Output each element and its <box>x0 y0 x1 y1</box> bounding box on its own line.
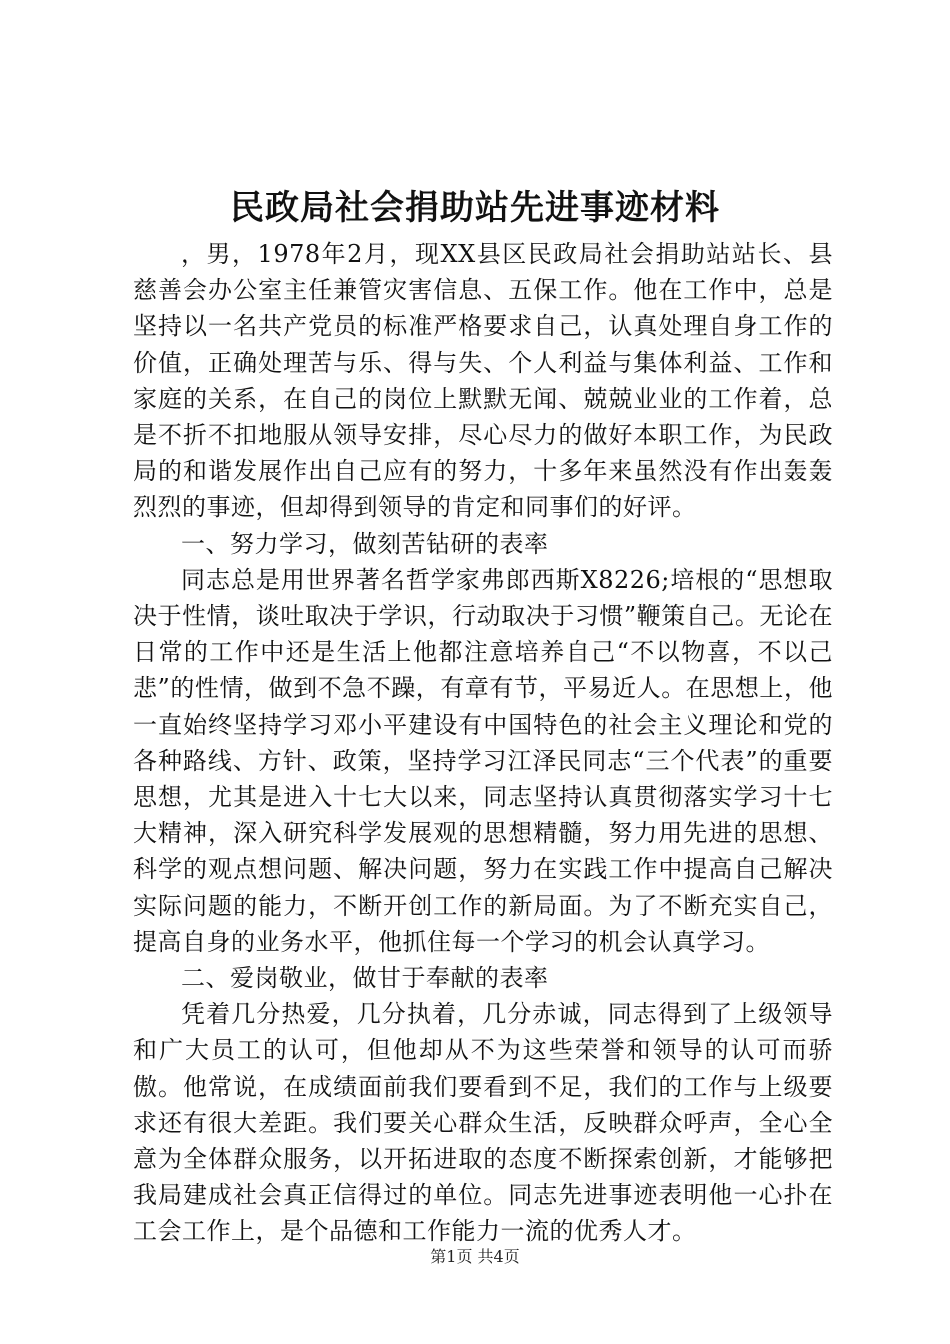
document-title: 民政局社会捐助站先进事迹材料 <box>230 188 720 228</box>
section-heading-dedication: 二、爱岗敬业，做甘于奉献的表率 <box>181 964 549 993</box>
body-paragraph-intro: ，男，1978年2月，现XX县区民政局社会捐助站站长、县慈善会办公室主任兼管灾害信息、五保工作。他在工作中，总是坚持以一名共产党员的标准严格要求自己，认真处理自身工作的价值，正确处理苦与乐、得与失、个人利益与集体利益、工作和家庭的关系，在自己的岗位上默默无闻、兢兢业业的工作着，总是不折不扣地服从领导安排，尽心尽力的做好本职工作，为民政局的和谐发展作出自己应有的努力，十多年来虽然没有作出轰轰烈烈的事迹，但却得到领导的肯定和同事们的好评。 <box>133 240 833 522</box>
section-heading-study: 一、努力学习，做刻苦钻研的表率 <box>181 529 549 558</box>
body-paragraph-dedication: 凭着几分热爱，几分执着，几分赤诚，同志得到了上级领导和广大员工的认可，但他却从不为这些荣誉和领导的认可而骄傲。他常说，在成绩面前我们要看到不足，我们的工作与上级要求还有很大差距。我们要关心群众生活，反映群众呼声，全心全意为全体群众服务，以开拓进取的态度不断探索创新，才能够把我局建成社会真正信得过的单位。同志先进事迹表明他一心扑在工会工作上，是个品德和工作能力一流的优秀人才。 <box>133 1000 833 1246</box>
document-body <box>133 236 833 1250</box>
page-number-footer: 第1页 共4页 <box>430 1247 520 1266</box>
body-paragraph-study: 同志总是用世界著名哲学家弗郎西斯X8226;培根的“思想取决于性情，谈吐取决于学识，行动取决于习惯”鞭策自己。无论在日常的工作中还是生活上他都注意培养自己“不以物喜，不以己悲”的性情，做到不急不躁，有章有节，平易近人。在思想上，他一直始终坚持学习邓小平建设有中国特色的社会主义理论和党的各种路线、方针、政策，坚持学习江泽民同志“三个代表”的重要思想，尤其是进入十七大以来，同志坚持认真贯彻落实学习十七大精神，深入研究科学发展观的思想精髓，努力用先进的思想、科学的观点想问题、解决问题，努力在实践工作中提高自己解决实际问题的能力，不断开创工作的新局面。为了不断充实自己，提高自身的业务水平，他抓住每一个学习的机会认真学习。 <box>133 565 833 956</box>
